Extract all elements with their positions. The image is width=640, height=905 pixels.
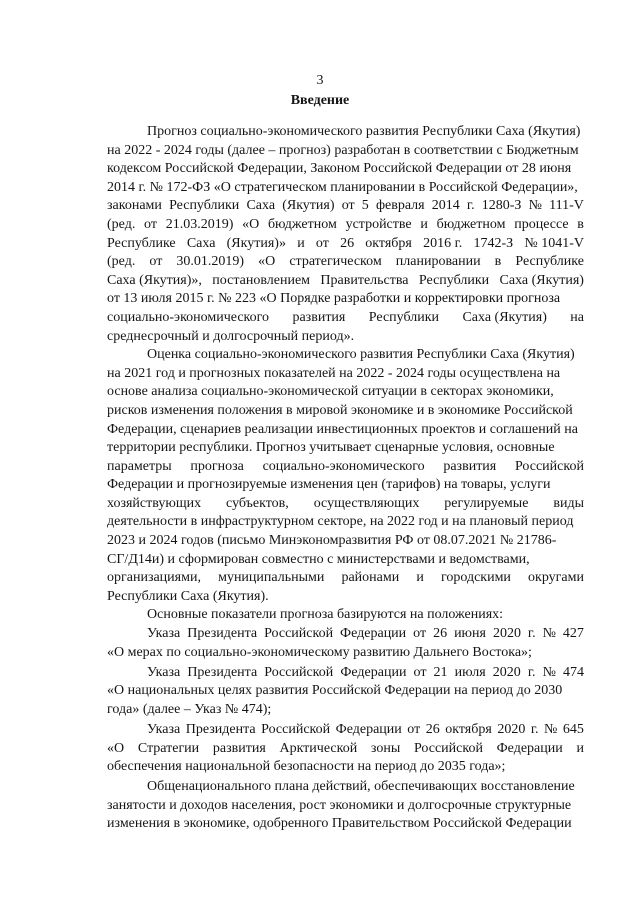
word: организациями, bbox=[107, 570, 201, 586]
text-line: изменения в экономике, одобренного Правительством Российской Федерации bbox=[107, 816, 572, 832]
text-line bbox=[107, 740, 584, 759]
word: 645 bbox=[562, 722, 584, 737]
word: 2020 bbox=[492, 664, 521, 680]
text-line: от 13 июля 2015 г. № 223 «О Порядке разработки и корректировки прогноза bbox=[107, 291, 561, 307]
word: г. bbox=[530, 722, 539, 737]
word: Федерации bbox=[496, 740, 563, 756]
word: Саха bbox=[246, 198, 276, 214]
word: 474 bbox=[563, 664, 584, 680]
paragraph bbox=[107, 606, 584, 625]
word: г. bbox=[527, 626, 536, 642]
text-line: деятельности в инфраструктурном секторе, на 2022 год и на плановый период bbox=[107, 514, 574, 530]
word: 30.01.2019) bbox=[176, 254, 245, 270]
word: муниципальными bbox=[218, 570, 325, 586]
word: июля bbox=[454, 664, 486, 680]
text-line: на 2021 год и прогнозных показателей на 2022 - 2024 годы осуществлена на bbox=[107, 365, 561, 381]
word: процессе bbox=[514, 216, 569, 232]
text-line: занятости и доходов населения, рост экономики и долгосрочные структурные bbox=[107, 797, 572, 813]
word: Российской bbox=[413, 740, 483, 756]
word: и bbox=[416, 570, 424, 586]
paragraph bbox=[107, 778, 584, 834]
word: 26 bbox=[433, 626, 448, 642]
paragraph bbox=[107, 625, 584, 662]
text-line bbox=[107, 495, 584, 514]
word: Арктической bbox=[279, 740, 358, 756]
text-line: Основные показатели прогноза базируются на положениях: bbox=[147, 607, 504, 623]
word: (ред. bbox=[107, 216, 136, 232]
word: прогноза bbox=[190, 458, 244, 474]
text-line bbox=[107, 721, 584, 740]
word: февраля bbox=[375, 198, 425, 214]
word: 26 bbox=[340, 235, 355, 251]
word: Саха (Якутия)», bbox=[107, 272, 202, 288]
text-line: Федерации, сценариев реализации инвестиционных проектов и соглашений на bbox=[107, 421, 578, 437]
word: параметры bbox=[107, 458, 172, 474]
word: № bbox=[528, 198, 542, 214]
text-line: 2014 г. № 172-ФЗ «О стратегическом планировании в Российской Федерации», bbox=[107, 179, 578, 195]
word: законами bbox=[107, 198, 162, 214]
word: Республики bbox=[418, 272, 490, 288]
document-body bbox=[107, 123, 584, 836]
word: 111-V bbox=[549, 198, 584, 214]
text-line: Оценка социально-экономического развития Республики Саха (Якутия) bbox=[147, 347, 575, 363]
word: июня bbox=[454, 626, 486, 642]
word: № 1041-V bbox=[524, 235, 584, 251]
word: Российской bbox=[264, 664, 334, 680]
word: и bbox=[420, 216, 428, 232]
word: Саха (Якутия) bbox=[499, 272, 584, 288]
word: в bbox=[494, 254, 502, 270]
word: развития bbox=[292, 309, 346, 325]
word: октября bbox=[365, 235, 412, 251]
word: Республики bbox=[169, 198, 240, 214]
word: виды bbox=[553, 495, 584, 511]
word: 1280-З bbox=[481, 198, 522, 214]
word: устройстве bbox=[345, 216, 412, 232]
word: от bbox=[413, 626, 427, 642]
word: от bbox=[341, 198, 355, 214]
word: Стратегии bbox=[137, 740, 200, 756]
text-line: «О мерах по социально-экономическому развитию Дальнего Востока»; bbox=[107, 644, 532, 660]
word: социально-экономического bbox=[262, 458, 425, 474]
word: Указа bbox=[147, 722, 181, 737]
word: № bbox=[542, 626, 556, 642]
word: зоны bbox=[370, 740, 401, 756]
word: 427 bbox=[562, 626, 584, 642]
word: Президента bbox=[187, 626, 258, 642]
word: (ред. bbox=[107, 254, 136, 270]
word: Федерации bbox=[340, 626, 407, 642]
paragraph-gap bbox=[107, 834, 584, 836]
word: 5 bbox=[361, 198, 369, 214]
word: в bbox=[577, 216, 584, 232]
word: 21.03.2019) bbox=[165, 216, 234, 232]
text-line: обеспечения национальной безопасности на период до 2035 года»; bbox=[107, 759, 506, 775]
word: округами bbox=[528, 570, 584, 586]
word: бюджетном bbox=[436, 216, 506, 232]
word: Республике bbox=[515, 254, 584, 270]
text-line: года» (далее – Указ № 474); bbox=[107, 701, 272, 717]
word: «О bbox=[258, 254, 276, 270]
word: (Якутия)» bbox=[226, 235, 286, 251]
word: 2016 г. bbox=[423, 235, 463, 251]
word: и bbox=[297, 235, 305, 251]
text-line: территории республики. Прогноз учитывает сценарные условия, основные bbox=[107, 440, 555, 456]
word: 2020 bbox=[492, 626, 521, 642]
word: планировании bbox=[395, 254, 481, 270]
word: субъектов, bbox=[226, 495, 289, 511]
word: Федерации bbox=[335, 722, 402, 737]
text-line: среднесрочный и долгосрочный период». bbox=[107, 328, 355, 344]
word: от bbox=[413, 664, 427, 680]
text-line: на 2022 - 2024 годы (далее – прогноз) разработан в соответствии с Бюджетным bbox=[107, 142, 579, 158]
word: Российской bbox=[261, 722, 331, 737]
word: 2020 bbox=[497, 722, 526, 737]
word: Республике bbox=[107, 235, 176, 251]
word: № bbox=[542, 664, 556, 680]
word: 26 bbox=[425, 722, 440, 737]
text-line: «О национальных целях развития Российской Федерации на период до 2030 bbox=[107, 683, 563, 699]
text-line bbox=[107, 664, 584, 683]
word: Правительства bbox=[320, 272, 409, 288]
word: от bbox=[315, 235, 329, 251]
word: «О bbox=[242, 216, 260, 232]
text-line bbox=[107, 309, 584, 328]
word: октября bbox=[445, 722, 492, 737]
word: «О bbox=[107, 740, 125, 756]
word: Федерации bbox=[340, 664, 407, 680]
word: Указа bbox=[147, 664, 181, 680]
text-line: основе анализа социально-экономической ситуации в секторах экономики, bbox=[107, 384, 554, 400]
word: постановлением bbox=[212, 272, 311, 288]
text-line bbox=[107, 458, 584, 477]
text-line bbox=[107, 253, 584, 272]
text-line bbox=[107, 216, 584, 235]
word: от bbox=[144, 216, 157, 232]
page-number: 3 bbox=[316, 73, 324, 88]
word: развития bbox=[212, 740, 266, 756]
word: Саха (Якутия) bbox=[462, 309, 547, 325]
text-line: 2023 и 2024 годов (письмо Минэкономразвития РФ от 08.07.2021 № 21786- bbox=[107, 533, 557, 549]
word: стратегическом bbox=[289, 254, 382, 270]
word: хозяйствующих bbox=[107, 495, 202, 511]
word: развития bbox=[443, 458, 497, 474]
word: и bbox=[576, 740, 584, 756]
word: от bbox=[149, 254, 163, 270]
text-line bbox=[107, 272, 584, 291]
text-line: Прогноз социально-экономического развития Республики Саха (Якутия) bbox=[147, 124, 581, 139]
text-line: кодексом Российской Федерации, Законом Российской Федерации от 28 июня bbox=[107, 161, 572, 177]
word: осуществляющих bbox=[313, 495, 420, 511]
paragraph bbox=[107, 123, 584, 346]
paragraph bbox=[107, 721, 584, 777]
word: 1742-З bbox=[473, 235, 514, 251]
word: бюджетном bbox=[267, 216, 337, 232]
word: на bbox=[570, 309, 584, 325]
word: Президента bbox=[185, 722, 256, 737]
text-line: рисков изменения положения в мировой экономике и в экономике Российской bbox=[107, 402, 573, 418]
word: Республики bbox=[368, 309, 440, 325]
word: от bbox=[407, 722, 421, 737]
text-line: Республики Саха (Якутия). bbox=[107, 588, 269, 604]
word: Российской bbox=[514, 458, 584, 474]
word: г. bbox=[527, 664, 536, 680]
word: Указа bbox=[147, 626, 181, 642]
text-line: Общенационального плана действий, обеспечивающих восстановление bbox=[147, 779, 575, 795]
text-line bbox=[107, 197, 584, 216]
word: Президента bbox=[187, 664, 258, 680]
text-line: СГ/Д14и) и сформирован совместно с министерствами и ведомствами, bbox=[107, 551, 530, 567]
word: регулируемые bbox=[444, 495, 529, 511]
paragraph bbox=[107, 664, 584, 720]
text-line bbox=[107, 235, 584, 254]
text-line bbox=[107, 569, 584, 588]
section-heading: Введение bbox=[290, 93, 350, 108]
paragraph bbox=[107, 346, 584, 606]
word: 2014 bbox=[431, 198, 460, 214]
word: социально-экономического bbox=[107, 309, 270, 325]
word: (Якутия) bbox=[282, 198, 335, 214]
word: городскими bbox=[440, 570, 511, 586]
word: районами bbox=[341, 570, 400, 586]
word: г. bbox=[466, 198, 475, 214]
word: 21 bbox=[433, 664, 448, 680]
word: Саха bbox=[186, 235, 216, 251]
text-line: Федерации и прогнозируемые изменения цен (тарифов) на товары, услуги bbox=[107, 477, 551, 493]
word: Российской bbox=[264, 626, 334, 642]
text-line bbox=[107, 625, 584, 644]
word: № bbox=[544, 722, 558, 737]
